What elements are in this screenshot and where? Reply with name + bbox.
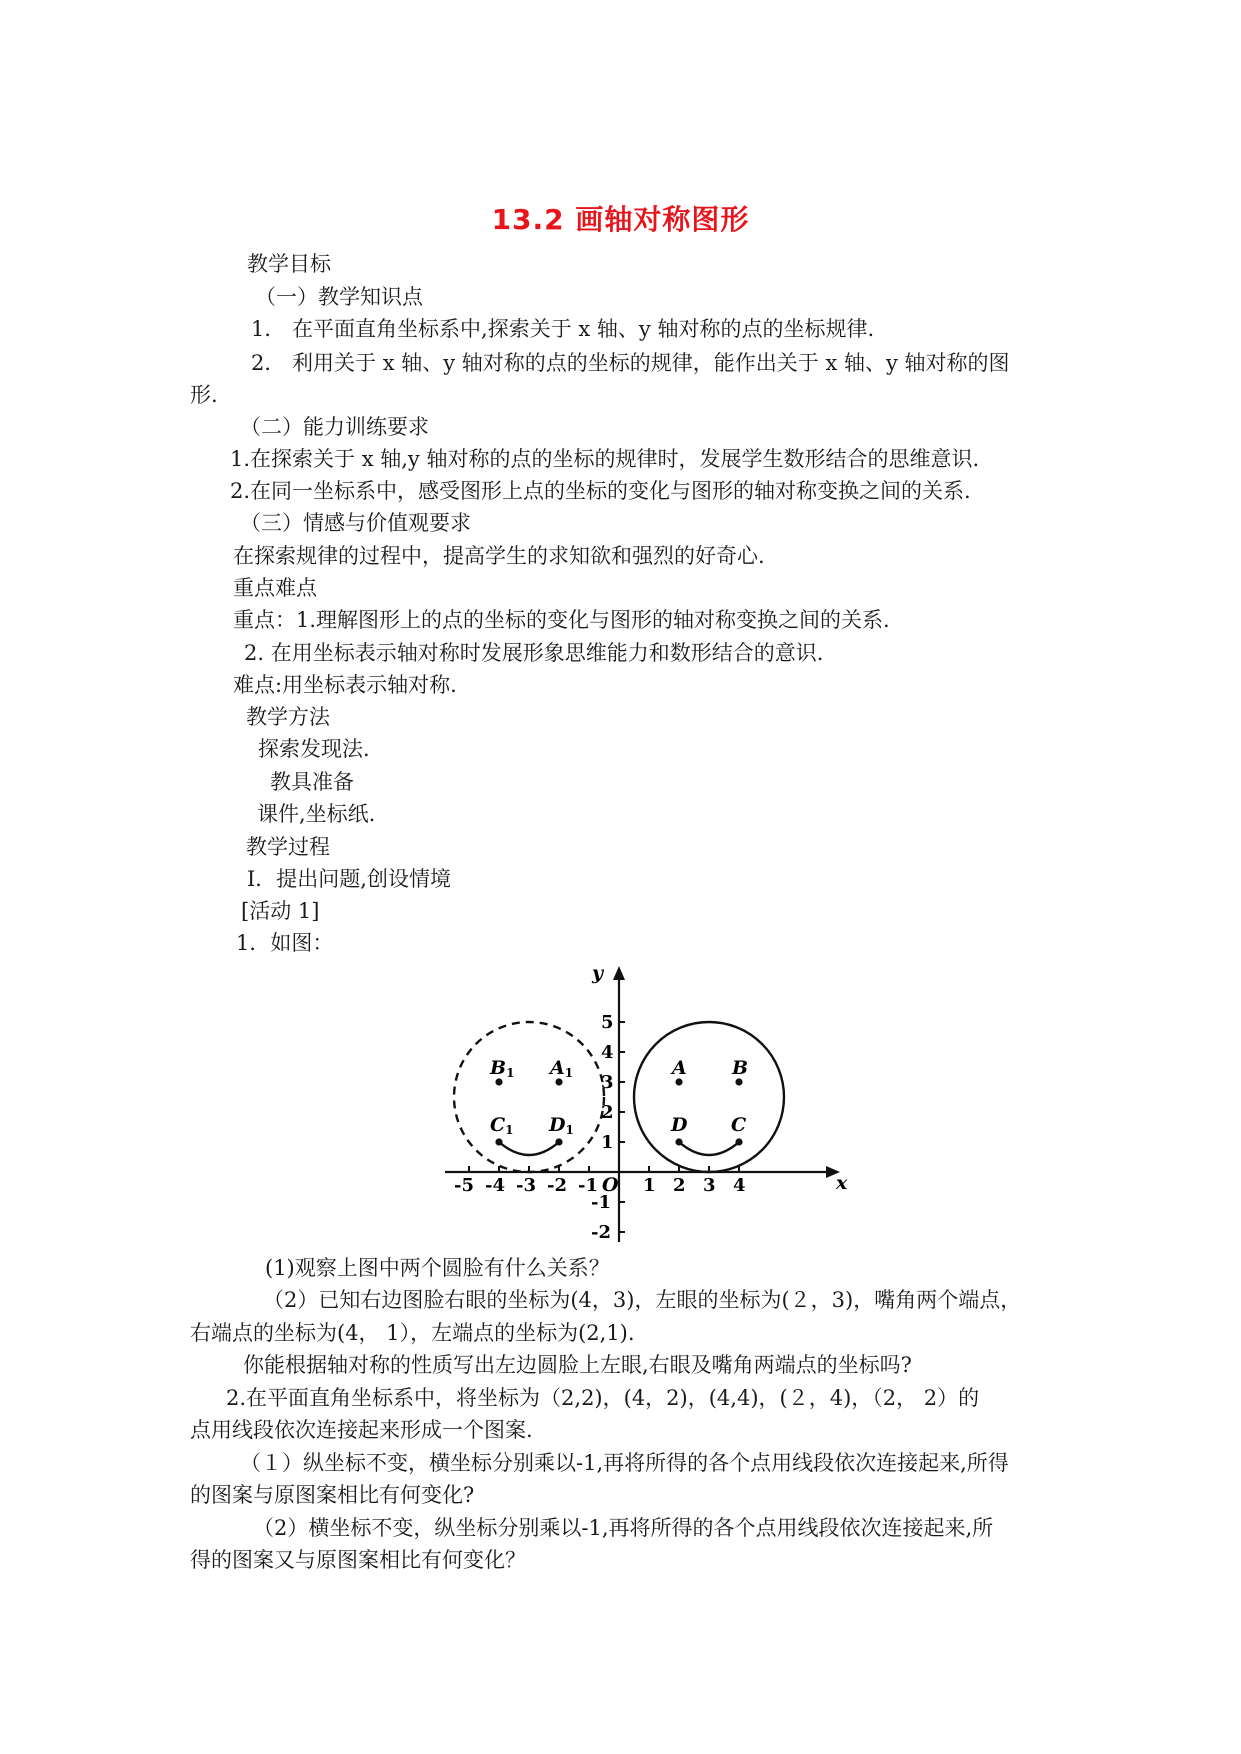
text-line: 1.在探索关于 x 轴,y 轴对称的点的坐标的规律时，发展学生数形结合的思维意识.	[230, 447, 980, 471]
text-line: （１）纵坐标不变，横坐标分别乘以-1,再将所得的各个点用线段依次连接起来,所得	[240, 1451, 1009, 1475]
text-line: 重点难点	[233, 576, 317, 600]
label-b1: B1	[490, 1057, 515, 1080]
x-axis-label: x	[836, 1172, 848, 1194]
text-line: [活动 1]	[241, 899, 320, 923]
text-line: 探索发现法.	[258, 737, 370, 761]
x-tick-label: 1	[643, 1175, 656, 1196]
label-c: C	[731, 1114, 747, 1136]
left-face-mouth	[499, 1142, 559, 1155]
text-line: 教具准备	[270, 770, 354, 794]
text-line: 1．如图：	[236, 931, 334, 955]
x-tick-label: 4	[733, 1175, 746, 1196]
text-line: 的图案与原图案相比有何变化?	[190, 1483, 475, 1507]
text-line: 在探索规律的过程中，提高学生的求知欲和强烈的好奇心.	[233, 544, 765, 568]
x-tick-label: -4	[485, 1175, 505, 1196]
y-tick-label: 3	[601, 1072, 614, 1093]
x-tick-label: -1	[578, 1175, 598, 1196]
y-axis-label: y	[592, 962, 604, 984]
origin-label: O	[602, 1174, 619, 1196]
right-face-mouth	[679, 1142, 739, 1155]
text-line: (1)观察上图中两个圆脸有什么关系？	[265, 1256, 610, 1280]
text-line: （一）教学知识点	[255, 285, 423, 309]
text-line: 课件,坐标纸.	[257, 802, 376, 826]
text-line: （三）情感与价值观要求	[240, 511, 471, 535]
text-line: 点用线段依次连接起来形成一个图案.	[190, 1418, 533, 1442]
x-tick-label: -5	[454, 1175, 474, 1196]
point-b1	[495, 1078, 502, 1085]
label-c1: C1	[490, 1114, 514, 1137]
y-tick-label: 4	[601, 1042, 614, 1063]
text-line: 2.在同一坐标系中，感受图形上点的坐标的变化与图形的轴对称变换之间的关系.	[230, 479, 971, 503]
point-a	[675, 1078, 682, 1085]
point-a1	[555, 1078, 562, 1085]
label-d1: D1	[549, 1114, 574, 1137]
label-b: B	[732, 1057, 749, 1079]
text-line: 2.在平面直角坐标系中，将坐标为（2,2)，(4，2)，(4,4)，(２，4)，（2， 2）的	[226, 1386, 980, 1410]
coordinate-figure	[440, 960, 850, 1245]
point-b	[735, 1078, 742, 1085]
text-line: 重点：1.理解图形上的点的坐标的变化与图形的轴对称变换之间的关系.	[233, 608, 890, 632]
label-d: D	[671, 1114, 688, 1136]
y-tick-label: -2	[591, 1222, 611, 1243]
text-line: 得的图案又与原图案相比有何变化？	[190, 1548, 526, 1572]
text-line: 1． 在平面直角坐标系中,探索关于 x 轴、y 轴对称的点的坐标规律.	[251, 317, 875, 341]
y-axis-arrow	[613, 966, 625, 980]
x-tick-label: 2	[673, 1175, 686, 1196]
text-line: （二）能力训练要求	[240, 415, 429, 439]
x-tick-label: -3	[516, 1175, 536, 1196]
text-line: 教学方法	[246, 705, 330, 729]
y-tick-label: 5	[601, 1012, 614, 1033]
label-a1: A1	[550, 1057, 574, 1080]
left-face-circle	[454, 1022, 604, 1172]
text-line: Ⅰ．提出问题,创设情境	[247, 867, 451, 891]
text-line: 你能根据轴对称的性质写出左边圆脸上左眼,右眼及嘴角两端点的坐标吗?	[243, 1353, 912, 1377]
text-line: 2. 在用坐标表示轴对称时发展形象思维能力和数形结合的意识.	[244, 641, 824, 665]
text-line: 形.	[190, 383, 218, 407]
y-tick-label: 2	[601, 1102, 614, 1123]
text-line: （2）横坐标不变，纵坐标分别乘以-1,再将所得的各个点用线段依次连接起来,所	[253, 1516, 994, 1540]
label-a: A	[672, 1057, 687, 1079]
text-line: 教学过程	[246, 835, 330, 859]
x-tick-label: -2	[547, 1175, 567, 1196]
text-line: 右端点的坐标为(4， 1），左端点的坐标为(2,1).	[190, 1321, 635, 1345]
text-line: 教学目标	[247, 252, 331, 276]
text-line: 2． 利用关于 x 轴、y 轴对称的点的坐标的规律，能作出关于 x 轴、y 轴对称的图	[251, 351, 1010, 375]
right-face-circle	[634, 1022, 784, 1172]
text-line: 难点:用坐标表示轴对称.	[233, 673, 457, 697]
text-line: （2）已知右边图脸右眼的坐标为(4，3)，左眼的坐标为(２，3)，嘴角两个端点，	[263, 1288, 1022, 1312]
x-tick-label: 3	[703, 1175, 716, 1196]
page-title: 13.2 画轴对称图形	[491, 203, 750, 236]
y-tick-label: -1	[591, 1192, 611, 1213]
y-tick-label: 1	[601, 1132, 614, 1153]
